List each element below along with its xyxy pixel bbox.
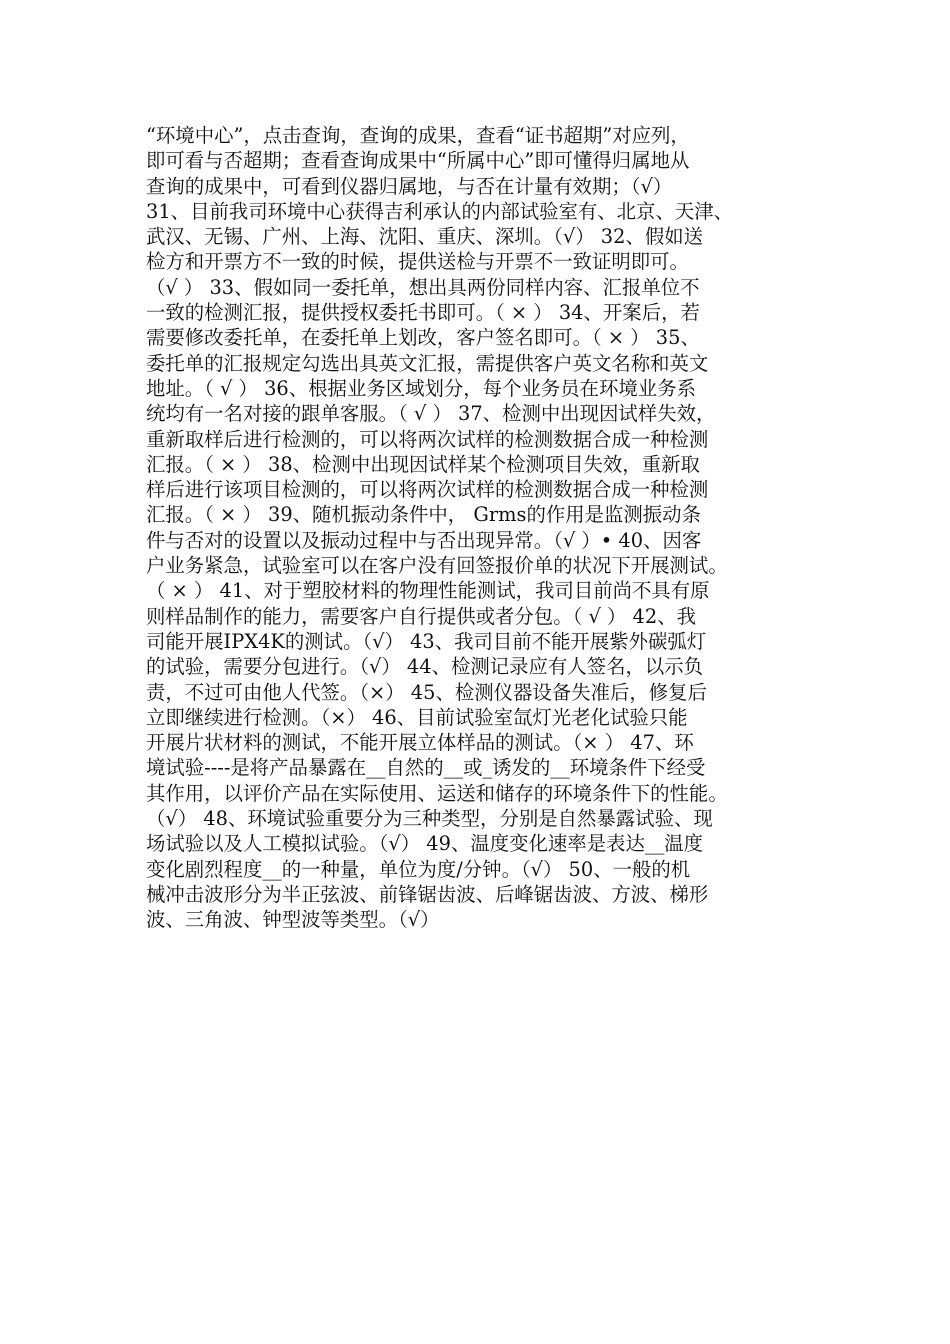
text-line: 责，不过可由他人代签。（×） 45、检测仪器设备失准后，修复后 (146, 680, 707, 704)
text-line: 场试验以及人工模拟试验。（√） 49、温度变化速率是表达__温度 (146, 832, 704, 856)
text-line: 户业务紧急，试验室可以在客户没有回签报价单的状况下开展测试。 (146, 554, 728, 578)
text-line: 汇报。（ × ） 39、随机振动条件中， Grms的作用是监测振动条 (146, 503, 701, 527)
text-line: 件与否对的设置以及振动过程中与否出现异常。（√ ）• 40、因客 (146, 528, 702, 552)
text-line: 开展片状材料的测试，不能开展立体样品的测试。（× ） 47、环 (146, 731, 694, 755)
text-line: 委托单的汇报规定勾选出具英文汇报，需提供客户英文名称和英文 (146, 351, 709, 375)
text-line: 境试验----是将产品暴露在__自然的__或_诱发的__环境条件下经受 (146, 756, 706, 780)
text-line: 的试验，需要分包进行。（√） 44、检测记录应有人签名，以示负 (146, 655, 704, 679)
text-line: （√ ） 33、假如同一委托单，想出具两份同样内容、汇报单位不 (146, 275, 700, 299)
text-line: 械冲击波形分为半正弦波、前锋锯齿波、后峰锯齿波、方波、梯形 (146, 882, 709, 906)
text-line: 即可看与否超期；查看查询成果中“所属中心”即可懂得归属地从 (146, 149, 690, 173)
text-line: 样后进行该项目检测的，可以将两次试样的检测数据合成一种检测 (146, 478, 709, 502)
text-line: 统均有一名对接的跟单客服。（ √ ） 37、检测中出现因试样失效， (146, 402, 716, 426)
text-line: 变化剧烈程度__的一种量，单位为度/分钟。（√） 50、一般的机 (146, 857, 691, 881)
text-line: 需要修改委托单，在委托单上划改，客户签名即可。（ × ） 35、 (146, 326, 700, 350)
text-line: 一致的检测汇报，提供授权委托书即可。（ × ） 34、开案后，若 (146, 301, 700, 325)
text-line: 则样品制作的能力，需要客户自行提供或者分包。（ √ ） 42、我 (146, 604, 696, 628)
text-line: 地址。（ √ ） 36、根据业务区域划分，每个业务员在环境业务系 (146, 376, 696, 400)
text-line: 31、目前我司环境中心获得吉利承认的内部试验室有、北京、天津、 (146, 199, 734, 223)
body-text (146, 123, 806, 933)
text-line: 立即继续进行检测。（×） 46、目前试验室氙灯光老化试验只能 (146, 705, 688, 729)
text-line: 检方和开票方不一致的时候，提供送检与开票不一致证明即可。 (146, 250, 689, 274)
text-line: （ × ） 41、对于塑胶材料的物理性能测试，我司目前尚不具有原 (146, 579, 710, 603)
text-line: “环境中心”，点击查询，查询的成果，查看“证书超期”对应列， (146, 124, 690, 147)
text-line: 重新取样后进行检测的，可以将两次试样的检测数据合成一种检测 (146, 427, 709, 451)
text-line: 查询的成果中，可看到仪器归属地，与否在计量有效期；（√） (146, 174, 673, 198)
text-line: 武汉、无锡、广州、上海、沈阳、重庆、深圳。（√） 32、假如送 (146, 225, 704, 249)
text-line: （√） 48、环境试验重要分为三种类型，分别是自然暴露试验、现 (146, 807, 713, 831)
text-line: 司能开展IPX4K的测试。（√） 43、我司目前不能开展紫外碳弧灯 (146, 629, 707, 653)
text-line: 其作用，以评价产品在实际使用、运送和储存的环境条件下的性能。 (146, 781, 728, 805)
text-line: 波、三角波、钟型波等类型。（√） (146, 908, 440, 932)
text-line: 汇报。（ × ） 38、检测中出现因试样某个检测项目失效，重新取 (146, 452, 700, 476)
